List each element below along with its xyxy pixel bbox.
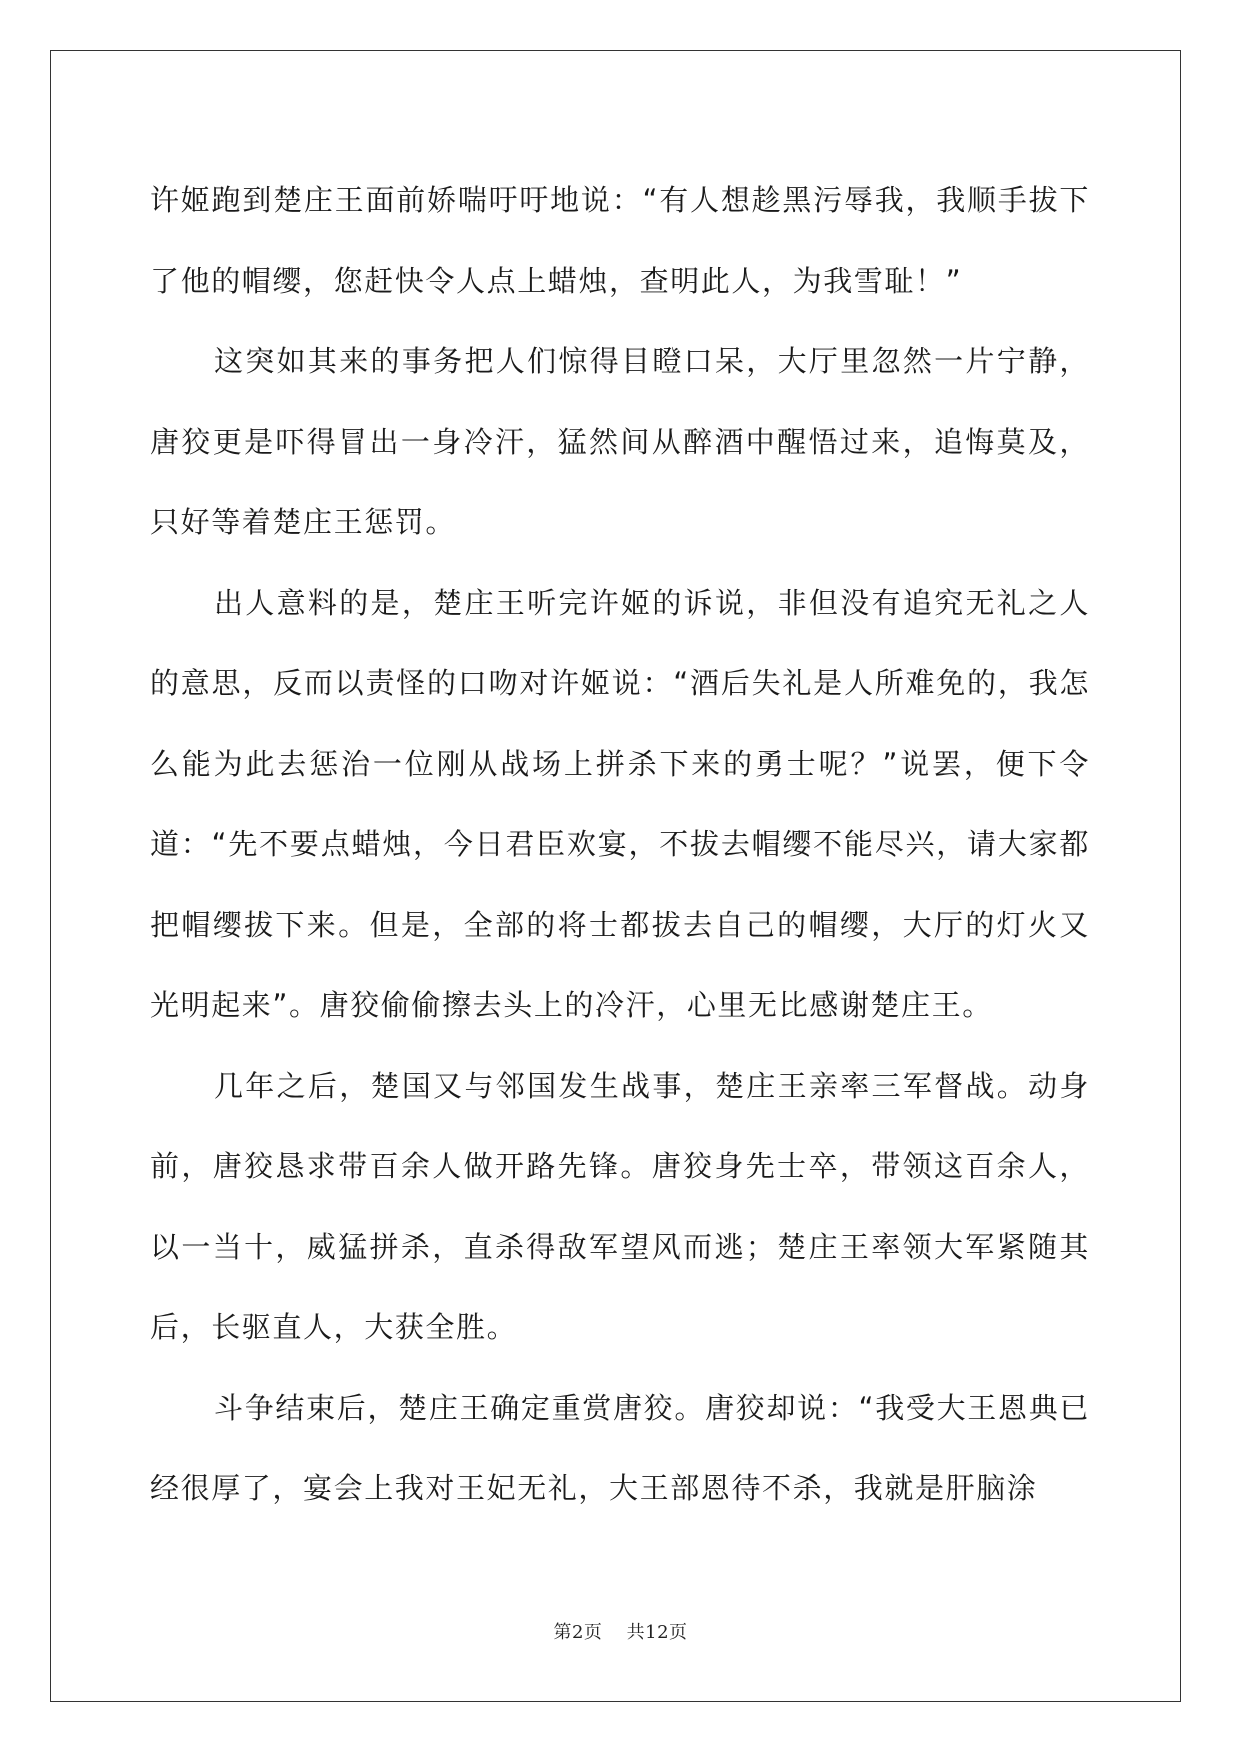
paragraph-3: 出人意料的是，楚庄王听完许姬的诉说，非但没有追究无礼之人的意思，反而以责怪的口吻对许姬说：“酒后失礼是人所难免的，我怎么能为此去惩治一位刚从战场上拼杀下来的勇士呢？”说罢，便下令道：“先不要点蜡烛，今日君臣欢宴，不拔去帽缨不能尽兴，请大家都把帽缨拔下来。但是，全部的将士都拔去自己的帽缨，大厅的灯火又光明起来”。唐狡偷偷擦去头上的冷汗，心里无比感谢楚庄王。 [150, 585, 1091, 1022]
paragraph-1: 许姬跑到楚庄王面前娇喘吁吁地说：“有人想趁黑污辱我，我顺手拔下了他的帽缨，您赶快令人点上蜡烛，查明此人，为我雪耻！” [150, 183, 1090, 298]
page-total: 共12页 [626, 1622, 688, 1643]
paragraph-2: 这突如其来的事务把人们惊得目瞪口呆，大厅里忽然一片宁静，唐狡更是吓得冒出一身冷汗，猛然间从醉酒中醒悟过来，追悔莫及，只好等着楚庄王惩罚。 [150, 344, 1090, 539]
paragraph-5: 斗争结束后，楚庄王确定重赏唐狡。唐狡却说：“我受大王恩典已经很厚了，宴会上我对王妃无礼，大王部恩待不杀，我就是肝脑涂 [150, 1390, 1090, 1505]
page-number: 第2页 [553, 1622, 603, 1643]
document-body [150, 160, 1090, 1529]
paragraph-4: 几年之后，楚国又与邻国发生战事，楚庄王亲率三军督战。动身前，唐狡恳求带百余人做开路先锋。唐狡身先士卒，带领这百余人，以一当十，威猛拼杀，直杀得敌军望风而逃；楚庄王率领大军紧随其后，长驱直人，大获全胜。 [150, 1068, 1090, 1344]
page-footer [0, 1618, 1241, 1644]
